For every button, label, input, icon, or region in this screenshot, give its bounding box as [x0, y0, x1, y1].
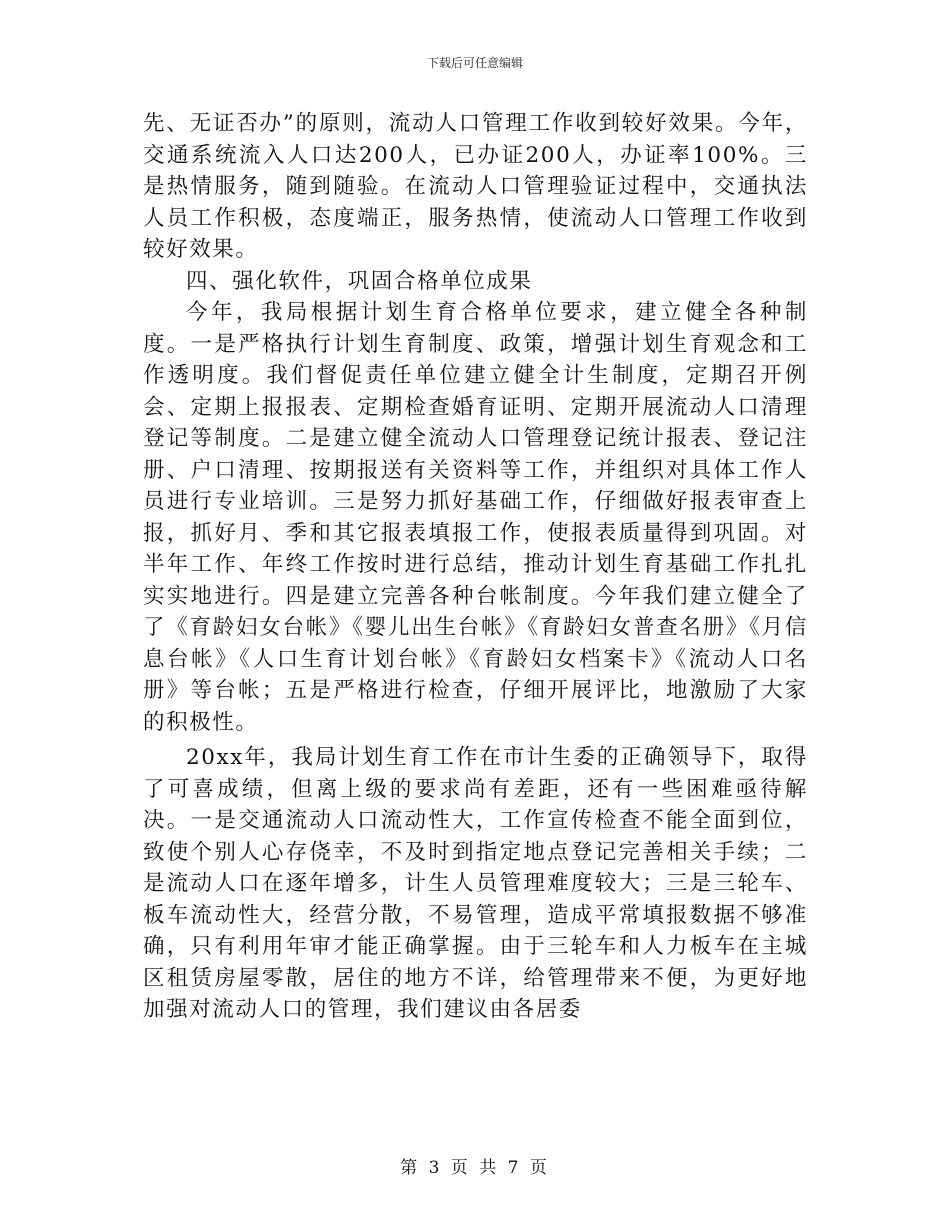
page-footer: 第 3 页 共 7 页: [400, 1158, 550, 1178]
body-text: [143, 108, 808, 1026]
page-header: 下载后可任意编辑: [426, 56, 523, 70]
paragraph-1: 先、无证否办”的原则，流动人口管理工作收到较好效果。今年，交通系统流入人口达200人，已办证200人，办证率100%。三是热情服务，随到随验。在流动人口管理验证过程中，交通执法人员工作积极，态度端正，服务热情，使流动人口管理工作收到较好效果。: [143, 111, 808, 262]
paragraph-2: 今年，我局根据计划生育合格单位要求，建立健全各种制度。一是严格执行计划生育制度、政策，增强计划生育观念和工作透明度。我们督促责任单位建立健全计生制度，定期召开例会、定期上报报表、定期检查婚育证明、定期开展流动人口清理登记等制度。二是建立健全流动人口管理登记统计报表、登记注册、户口清理、按期报送有关资料等工作，并组织对具体工作人员进行专业培训。三是努力抓好基础工作，仔细做好报表审查上报，抓好月、季和其它报表填报工作，使报表质量得到巩固。对半年工作、年终工作按时进行总结，推动计划生育基础工作扎扎实实地进行。四是建立完善各种台帐制度。今年我们建立健全了了《育龄妇女台帐》《婴儿出生台帐》《育龄妇女普查名册》《月信息台帐》《人口生育计划台帐》《育龄妇女档案卡》《流动人口名册》等台帐；五是严格进行检查，仔细开展评比，地激励了大家的积极性。: [143, 300, 808, 735]
section-heading: 四、强化软件，巩固合格单位成果: [186, 268, 533, 294]
paragraph-3: 20xx年，我局计划生育工作在市计生委的正确领导下，取得了可喜成绩，但离上级的要求尚有差距，还有一些困难亟待解决。一是交通流动人口流动性大，工作宣传检查不能全面到位，致使个别人心存侥幸，不及时到指定地点登记完善相关手续；二是流动人口在逐年增多，计生人员管理难度较大；三是三轮车、板车流动性大，经营分散，不易管理，造成平常填报数据不够准确，只有利用年审才能正确掌握。由于三轮车和人力板车在主城区租赁房屋零散，居住的地方不详，给管理带来不便，为更好地加强对流动人口的管理，我们建议由各居委: [143, 745, 808, 1022]
